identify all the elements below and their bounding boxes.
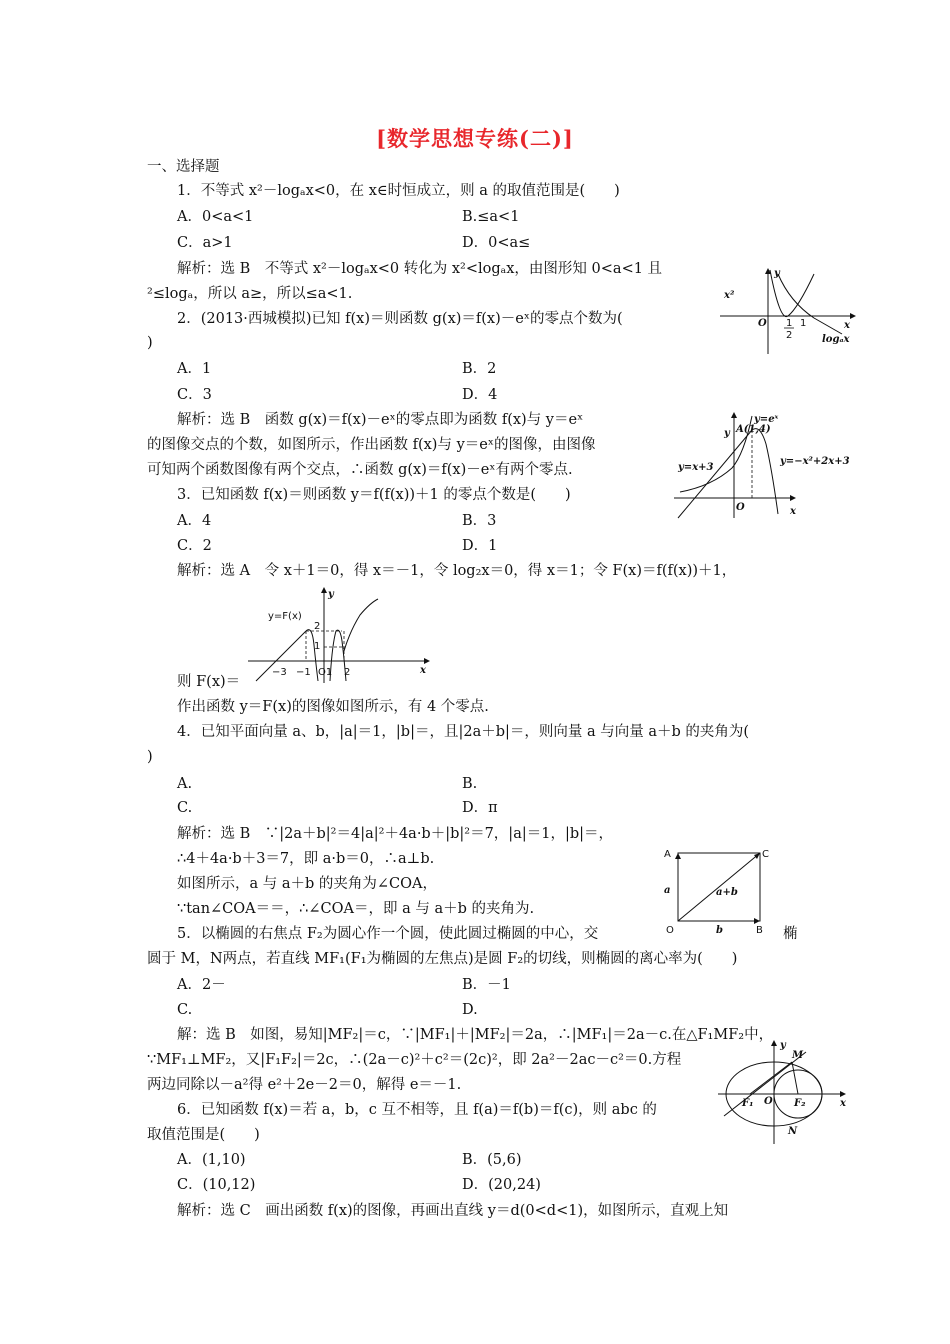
fig2-origin-label: O (736, 502, 745, 513)
q2-stem-line1: 2．(2013·西城模拟)已知 f(x)＝则函数 g(x)＝f(x)－eˣ的零点个数为( (177, 311, 623, 327)
q4-solution-line1: 解析：选 B ∵|2a＋b|²＝4|a|²＋4a·b＋|b|²＝7，|a|＝1，|b|＝， (177, 826, 613, 842)
q5-solution-line1: 解：选 B 如图，易知|MF₂|＝c，∵|MF₁|＋|MF₂|＝2a，∴|MF₁|＝2a－c.在△F₁MF₂中， (177, 1027, 774, 1043)
fig5-f2-label: F₂ (794, 1098, 806, 1109)
q1-stem: 1．不等式 x²－logₐx<0，在 x∈时恒成立，则 a 的取值范围是( ) (177, 183, 620, 199)
fig5-y-label: y (780, 1040, 786, 1051)
q2-solution-line1: 解析：选 B 函数 g(x)＝f(x)－eˣ的零点即为函数 f(x)与 y＝eˣ (177, 412, 584, 428)
q5-option-c: C. (177, 1002, 193, 1018)
q3-stem: 3．已知函数 f(x)＝则函数 y＝f(f(x))＋1 的零点个数是( ) (177, 487, 571, 503)
fig5-m-label: M (792, 1050, 804, 1061)
q4-option-a: A. (177, 776, 193, 792)
fig3-tick-2-y: 2 (314, 621, 321, 632)
fig3-function-label: y=F(x) (268, 611, 302, 622)
fig1-y-label: y (774, 268, 780, 279)
figure-q4 (660, 843, 780, 935)
fig4-point-o: O (666, 925, 674, 935)
q6-option-a: A．(1,10) (177, 1152, 246, 1168)
fig2-x-label: x (790, 506, 796, 517)
section-heading: 一、选择题 (147, 159, 220, 175)
q5-option-b: B．－1 (462, 977, 511, 993)
fig4-point-a: A (664, 849, 671, 860)
q3-solution-line1: 解析：选 A 令 x＋1＝0，得 x＝－1，令 log₂x＝0，得 x＝1；令 F(x)＝f(f(x))＋1， (177, 563, 737, 579)
q4-option-b: B. (462, 776, 478, 792)
q2-option-a: A．1 (177, 361, 212, 377)
q6-option-c: C．(10,12) (177, 1177, 256, 1193)
q3-option-c: C．2 (177, 538, 212, 554)
fig4-point-b: B (756, 925, 763, 935)
q3-option-d: D．1 (462, 538, 498, 554)
q4-option-c: C. (177, 800, 193, 816)
fig2-parabola-label: y=−x²+2x+3 (780, 456, 850, 467)
fig1-x2-label: x² (724, 290, 735, 301)
fig2-point-a-label: A(1,4) (736, 424, 771, 435)
fig1-half-denominator: 2 (786, 330, 793, 341)
fig3-x-label: x (420, 665, 426, 676)
fig4-vector-sum: a+b (716, 887, 738, 898)
q1-option-b: B.≤a<1 (462, 209, 520, 225)
q1-option-d: D．0<a≤ (462, 235, 531, 251)
q3-option-a: A．4 (177, 513, 212, 529)
fig5-n-label: N (788, 1126, 798, 1137)
fig5-x-label: x (840, 1098, 846, 1109)
fig3-y-label: y (328, 589, 334, 600)
fig3-tick-2-x: 2 (344, 667, 351, 678)
q5-option-d: D. (462, 1002, 478, 1018)
fig1-x-label: x (844, 320, 850, 331)
q2-stem-line2: ) (147, 335, 153, 351)
fig2-y-label: y (724, 428, 730, 439)
q2-option-b: B．2 (462, 361, 497, 377)
q5-stem-line1-end: 椭 (783, 926, 798, 942)
q1-option-a: A．0<a<1 (177, 209, 254, 225)
q4-solution-line4: ∵tan∠COA＝＝，∴∠COA＝，即 a 与 a＋b 的夹角为. (177, 901, 535, 917)
page-title: [数学思想专练(二)] (376, 126, 574, 151)
q4-solution-line2: ∴4＋4a·b＋3＝7，即 a·b＝0，∴a⊥b. (177, 851, 435, 867)
q4-option-d: D．π (462, 800, 498, 816)
fig4-vector-a: a (664, 885, 671, 896)
fig3-origin-label: O1 (318, 667, 333, 678)
fig4-vector-b: b (716, 925, 723, 935)
q5-solution-line2: ∵MF₁⊥MF₂，又|F₁F₂|＝2c，∴(2a－c)²＋c²＝(2c)²，即 2a²－2ac－c²＝0.方程 (147, 1052, 682, 1068)
fig1-half-numerator: 1 (786, 318, 793, 329)
q2-option-d: D．4 (462, 387, 498, 403)
figure-q2 (672, 410, 852, 520)
q5-solution-line3: 两边同除以－a²得 e²＋2e－2＝0，解得 e＝－1. (147, 1077, 462, 1093)
fig3-tick-1-y: 1 (314, 641, 321, 652)
fig1-origin-label: O (758, 318, 767, 329)
q1-solution-line2: ²≤logₐ，所以 a≥，所以≤a<1. (147, 286, 353, 302)
q1-option-c: C．a>1 (177, 235, 233, 251)
fig4-point-c: C (762, 849, 769, 860)
q4-stem-line2: ) (147, 749, 153, 765)
q2-option-c: C．3 (177, 387, 212, 403)
fig5-f1-label: F₁ (742, 1098, 754, 1109)
q6-option-b: B．(5,6) (462, 1152, 522, 1168)
fig5-origin-label: O (764, 1096, 773, 1107)
fig1-log-label: logₐx (822, 334, 850, 345)
q5-stem-line2: 圆于 M，N两点，若直线 MF₁(F₁为椭圆的左焦点)是圆 F₂的切线，则椭圆的离心率为( ) (147, 951, 738, 967)
q5-stem-line1: 5．以椭圆的右焦点 F₂为圆心作一个圆，使此圆过椭圆的中心，交 (177, 926, 599, 942)
q3-solution-line2: 则 F(x)＝ (177, 674, 241, 690)
q6-solution-line1: 解析：选 C 画出函数 f(x)的图像，再画出直线 y＝d(0<d<1)，如图所示，直观上知 (177, 1203, 729, 1219)
q5-option-a: A．2－ (177, 977, 226, 993)
q2-solution-line2: 的图像交点的个数，如图所示，作出函数 f(x)与 y＝eˣ的图像，由图像 (147, 437, 596, 453)
q3-solution-line3: 作出函数 y＝F(x)的图像如图所示，有 4 个零点. (177, 699, 489, 715)
figure-q5 (716, 1038, 856, 1146)
q1-solution-line1: 解析：选 B 不等式 x²－logₐx<0 转化为 x²<logₐx，由图形知 0<a<1 且 (177, 261, 663, 277)
fig2-ex-label: y=eˣ (754, 414, 779, 425)
q6-stem-line2: 取值范围是( ) (147, 1127, 260, 1143)
q6-option-d: D．(20,24) (462, 1177, 541, 1193)
q3-option-b: B．3 (462, 513, 497, 529)
fig1-one-label: 1 (800, 318, 807, 329)
figure-q1 (718, 266, 858, 356)
fig3-tick-minus-1: −1 (296, 667, 311, 678)
fig3-tick-minus-3: −3 (272, 667, 287, 678)
q6-stem-line1: 6．已知函数 f(x)＝若 a，b，c 互不相等，且 f(a)＝f(b)＝f(c)，则 abc 的 (177, 1102, 657, 1118)
fig2-line-label: y=x+3 (678, 462, 714, 473)
q4-solution-line3: 如图所示，a 与 a＋b 的夹角为∠COA， (177, 876, 438, 892)
figure-q3 (246, 585, 436, 685)
q4-stem-line1: 4．已知平面向量 a、b，|a|＝1，|b|＝，且|2a＋b|＝，则向量 a 与向量 a＋b 的夹角为( (177, 724, 750, 740)
q2-solution-line3: 可知两个函数图像有两个交点，∴函数 g(x)＝f(x)－eˣ有两个零点. (147, 462, 573, 478)
